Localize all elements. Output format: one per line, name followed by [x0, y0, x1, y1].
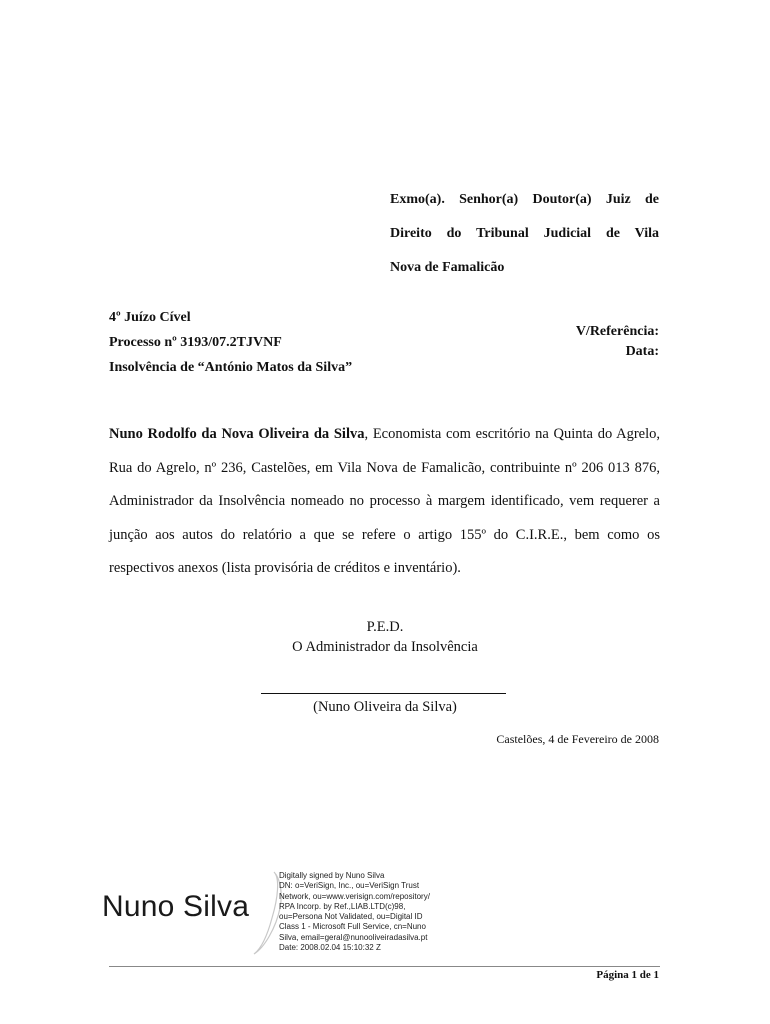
- addressee-line: Direito do Tribunal Judicial de Vila: [390, 226, 659, 241]
- request-text: , Economista com escritório na Quinta do Agrelo, Rua do Agrelo, nº 236, Castelões, em Vila Nova de Famalicão, contribuinte nº 206 013 876, Administrador da Insolvência nomeado no processo à margem identificado, vem requerer a junção aos autos do relatório a que se refere o artigo 155º do C.I.R.E., bem como os respectivos anexos (lista provisória de créditos e inventário).: [109, 426, 661, 576]
- signature-detail-line: DN: o=VeriSign, Inc., ou=VeriSign Trust: [279, 881, 420, 891]
- process-number: Processo nº 3193/07.2TJVNF: [109, 335, 282, 350]
- ped-text: P.E.D.: [366, 619, 404, 635]
- signature-detail-line: Class 1 - Microsoft Full Service, cn=Nuno: [279, 922, 426, 932]
- signature-line: [261, 693, 506, 694]
- signatory-name: (Nuno Oliveira da Silva): [313, 699, 457, 715]
- signature-detail-line: Silva, email=geral@nunooliveiradasilva.pt: [279, 932, 428, 942]
- case-block: [109, 305, 352, 380]
- page-number: Página 1 de 1: [596, 969, 659, 981]
- signature-detail-line: Date: 2008.02.04 15:10:32 Z: [279, 943, 381, 953]
- administrator-role: O Administrador da Insolvência: [292, 639, 478, 655]
- closing-block: [0, 617, 770, 657]
- place-date: Castelões, 4 de Fevereiro de 2008: [496, 732, 659, 746]
- reference-label: V/Referência:: [575, 324, 659, 339]
- digital-signature-name: Nuno Silva: [102, 890, 250, 923]
- signature-detail-line: Digitally signed by Nuno Silva: [279, 871, 385, 880]
- request-paragraph: [109, 418, 660, 586]
- applicant-name: Nuno Rodolfo da Nova Oliveira da Silva: [109, 426, 365, 442]
- signature-detail-line: Network, ou=www.verisign.com/repository/: [279, 891, 430, 901]
- signature-detail-line: RPA Incorp. by Ref.,LIAB.LTD(c)98,: [279, 901, 406, 911]
- footer-divider: [109, 966, 660, 967]
- addressee-block: [390, 190, 659, 292]
- date-label: Data:: [625, 344, 659, 359]
- addressee-line: Nova de Famalicão: [390, 260, 505, 275]
- court-label: 4º Juízo Cível: [109, 310, 191, 325]
- insolvency-title: Insolvência de “António Matos da Silva”: [109, 360, 353, 375]
- reference-block: [576, 322, 659, 362]
- digital-signature-details: [279, 871, 430, 953]
- signature-detail-line: ou=Persona Not Validated, ou=Digital ID: [279, 912, 423, 922]
- addressee-line: Exmo(a). Senhor(a) Doutor(a) Juiz de: [390, 192, 659, 207]
